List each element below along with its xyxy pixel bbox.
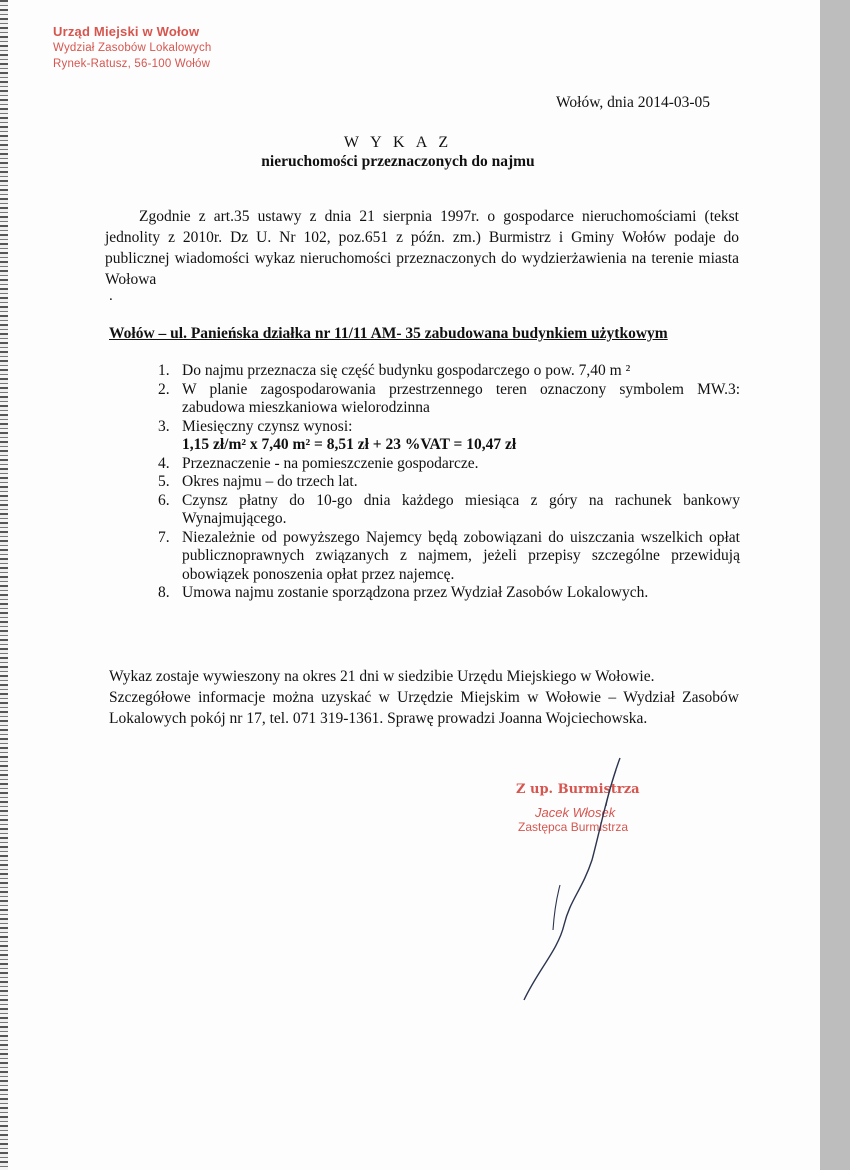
closing-paragraph [109, 666, 739, 729]
signatory-title: Zastępca Burmistrza [518, 820, 629, 834]
rent-formula: 1,15 zł/m² x 7,40 m² = 8,51 zł + 23 %VAT = 10,47 zł [182, 436, 517, 453]
list-item [158, 362, 740, 381]
item-number: 3. [158, 417, 170, 435]
item-number: 8. [158, 584, 170, 601]
list-item [158, 418, 740, 455]
stamp-line-department: Wydział Zasobów Lokalowych [53, 42, 212, 54]
list-item [158, 492, 740, 529]
list-item [158, 473, 740, 492]
list-item [158, 381, 740, 418]
item-text: Niezależnie od powyższego Najemcy będą zobowiązani do uiszczania wszelkich opłat publicznoprawnych związanych z najmem, jeżeli przepisy szczególne przewidują obowiązek ponoszenia opłat przez najemcę. [182, 528, 740, 583]
signatory-name: Jacek Włosek [535, 805, 616, 820]
closing-line-info: Szczegółowe informacje można uzyskać w Urzędzie Miejskim w Wołowie – Wydział Zasobów Lokalowych pokój nr 17, tel. 071 319-1361. Sprawę prowadzi Joanna Wojciechowska. [109, 689, 739, 727]
item-text: Miesięczny czynsz wynosi: [182, 417, 353, 435]
stray-dot: . [109, 288, 113, 304]
property-heading: Wołów – ul. Panieńska działka nr 11/11 AM- 35 zabudowana budynkiem użytkowym [109, 325, 668, 342]
office-stamp [53, 24, 212, 72]
item-number: 7. [158, 528, 170, 546]
list-item [158, 529, 740, 585]
terms-list [158, 362, 740, 603]
item-text: Przeznaczenie - na pomieszczenie gospodarcze. [182, 454, 479, 472]
intro-paragraph: Zgodnie z art.35 ustawy z dnia 21 sierpnia 1997r. o gospodarce nieruchomościami (tekst jednolity z 2010r. Dz U. Nr 102, poz.651 z późn. zm.) Burmistrz i Gminy Wołów podaje do publicznej wiadomości wykaz nieruchomości przeznaczonych do wydzierżawienia na terenie miasta Wołowa [105, 208, 739, 288]
item-number: 6. [158, 491, 170, 509]
item-text: Umowa najmu zostanie sporządzona przez Wydział Zasobów Lokalowych. [182, 584, 649, 601]
closing-line-posting: Wykaz zostaje wywieszony na okres 21 dni w siedzibie Urzędu Miejskiego w Wołowie. [109, 668, 655, 685]
item-text: Do najmu przeznacza się część budynku gospodarczego o pow. 7,40 m ² [182, 362, 631, 379]
stamp-line-office: Urząd Miejski w Wołow [53, 24, 200, 39]
signature-authority: Z up. Burmistrza [516, 782, 640, 797]
stamp-line-address: Rynek-Ratusz, 56-100 Wołów [53, 58, 211, 70]
list-item [158, 584, 740, 603]
document-title: W Y K A Z [343, 134, 453, 151]
document-date: Wołów, dnia 2014-03-05 [556, 94, 711, 111]
list-item [158, 455, 740, 474]
document-page [8, 0, 820, 1170]
item-text: Okres najmu – do trzech lat. [182, 473, 358, 490]
item-text: Czynsz płatny do 10-go dnia każdego miesiąca z góry na rachunek bankowy Wynajmującego. [182, 491, 740, 527]
document-subtitle: nieruchomości przeznaczonych do najmu [261, 153, 535, 170]
item-number: 5. [158, 473, 170, 490]
item-number: 1. [158, 362, 170, 379]
item-number: 2. [158, 380, 170, 398]
scan-margin [820, 0, 850, 1170]
item-number: 4. [158, 454, 170, 472]
handwritten-signature [508, 750, 648, 1010]
item-text: W planie zagospodarowania przestrzennego teren oznaczony symbolem MW.3: zabudowa mieszkaniowa wielorodzinna [182, 380, 740, 416]
